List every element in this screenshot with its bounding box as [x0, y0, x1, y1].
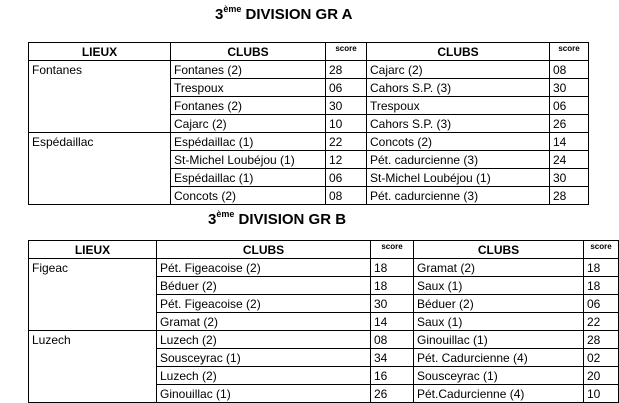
- club-cell: Pét. Cadurcienne (4): [414, 349, 584, 367]
- score-cell: 24: [550, 151, 589, 169]
- score-cell: 22: [326, 133, 367, 151]
- club-cell: Luzech (2): [157, 331, 371, 349]
- club-cell: Gramat (2): [414, 259, 584, 277]
- club-cell: Sousceyrac (1): [414, 367, 584, 385]
- club-cell: Béduer (2): [414, 295, 584, 313]
- score-cell: 30: [550, 169, 589, 187]
- lieu-cell: [29, 313, 157, 331]
- score-cell: 18: [584, 259, 619, 277]
- club-cell: Concots (2): [171, 187, 326, 205]
- club-cell: Cajarc (2): [367, 61, 550, 79]
- title-text: DIVISION GR A: [241, 6, 353, 23]
- club-cell: Luzech (2): [157, 367, 371, 385]
- club-cell: Gramat (2): [157, 313, 371, 331]
- header-row: [29, 241, 619, 259]
- table-row: [29, 349, 619, 367]
- lieu-cell: Espédaillac: [29, 133, 171, 151]
- club-cell: St-Michel Loubéjou (1): [367, 169, 550, 187]
- score-cell: 08: [371, 331, 414, 349]
- table-row: [29, 61, 589, 79]
- club-cell: Saux (1): [414, 277, 584, 295]
- club-cell: Concots (2): [367, 133, 550, 151]
- header-lieux: LIEUX: [29, 43, 171, 61]
- table-row: [29, 187, 589, 205]
- club-cell: Cahors S.P. (3): [367, 115, 550, 133]
- header-score: score: [584, 241, 619, 259]
- club-cell: Cajarc (2): [171, 115, 326, 133]
- score-cell: 12: [326, 151, 367, 169]
- lieu-cell: Fontanes: [29, 61, 171, 79]
- score-cell: 26: [550, 115, 589, 133]
- score-cell: 06: [326, 169, 367, 187]
- division-a-title: [215, 6, 352, 23]
- header-lieux: LIEUX: [29, 241, 157, 259]
- division-b-rows: [29, 259, 619, 403]
- table-row: [29, 313, 619, 331]
- header-clubs: CLUBS: [414, 241, 584, 259]
- score-cell: 30: [371, 295, 414, 313]
- score-cell: 08: [550, 61, 589, 79]
- club-cell: Trespoux: [367, 97, 550, 115]
- score-cell: 28: [550, 187, 589, 205]
- table-row: [29, 97, 589, 115]
- table-row: [29, 367, 619, 385]
- title-prefix: 3: [215, 6, 224, 23]
- table-row: [29, 115, 589, 133]
- score-cell: 14: [550, 133, 589, 151]
- score-cell: 30: [550, 79, 589, 97]
- score-cell: 10: [326, 115, 367, 133]
- division-b-title: [208, 211, 346, 228]
- table-row: [29, 151, 589, 169]
- score-cell: 10: [584, 385, 619, 403]
- score-cell: 16: [371, 367, 414, 385]
- header-clubs: CLUBS: [157, 241, 371, 259]
- score-cell: 18: [371, 259, 414, 277]
- header-score: score: [550, 43, 589, 61]
- score-cell: 02: [584, 349, 619, 367]
- title-superscript: ème: [216, 209, 235, 219]
- club-cell: Ginouillac (1): [157, 385, 371, 403]
- header-clubs: CLUBS: [367, 43, 550, 61]
- club-cell: Pét. cadurcienne (3): [367, 187, 550, 205]
- club-cell: Trespoux: [171, 79, 326, 97]
- lieu-cell: Luzech: [29, 331, 157, 349]
- table-row: [29, 169, 589, 187]
- lieu-cell: Figeac: [29, 259, 157, 277]
- lieu-cell: [29, 169, 171, 187]
- club-cell: Espédaillac (1): [171, 169, 326, 187]
- title-superscript: ème: [223, 4, 242, 14]
- score-cell: 08: [326, 187, 367, 205]
- table-row: [29, 133, 589, 151]
- division-a-rows: [29, 61, 589, 205]
- lieu-cell: [29, 367, 157, 385]
- title-text: DIVISION GR B: [234, 211, 347, 228]
- table-row: [29, 385, 619, 403]
- division-b-table: [28, 240, 619, 403]
- lieu-cell: [29, 277, 157, 295]
- table-row: [29, 259, 619, 277]
- club-cell: Béduer (2): [157, 277, 371, 295]
- score-cell: 06: [550, 97, 589, 115]
- score-cell: 34: [371, 349, 414, 367]
- score-cell: 26: [371, 385, 414, 403]
- header-row: [29, 43, 589, 61]
- score-cell: 28: [584, 331, 619, 349]
- header-score: score: [326, 43, 367, 61]
- score-cell: 14: [371, 313, 414, 331]
- table-row: [29, 331, 619, 349]
- score-cell: 18: [584, 277, 619, 295]
- score-cell: 22: [584, 313, 619, 331]
- lieu-cell: [29, 115, 171, 133]
- table-row: [29, 79, 589, 97]
- club-cell: Cahors S.P. (3): [367, 79, 550, 97]
- club-cell: Sousceyrac (1): [157, 349, 371, 367]
- club-cell: Ginouillac (1): [414, 331, 584, 349]
- lieu-cell: [29, 151, 171, 169]
- club-cell: Pét.Cadurcienne (4): [414, 385, 584, 403]
- header-clubs: CLUBS: [171, 43, 326, 61]
- club-cell: St-Michel Loubéjou (1): [171, 151, 326, 169]
- lieu-cell: [29, 187, 171, 205]
- club-cell: Pét. cadurcienne (3): [367, 151, 550, 169]
- score-cell: 20: [584, 367, 619, 385]
- club-cell: Fontanes (2): [171, 61, 326, 79]
- score-cell: 06: [326, 79, 367, 97]
- score-cell: 18: [371, 277, 414, 295]
- score-cell: 28: [326, 61, 367, 79]
- table-row: [29, 277, 619, 295]
- lieu-cell: [29, 385, 157, 403]
- title-prefix: 3: [208, 211, 217, 228]
- club-cell: Espédaillac (1): [171, 133, 326, 151]
- lieu-cell: [29, 97, 171, 115]
- club-cell: Fontanes (2): [171, 97, 326, 115]
- lieu-cell: [29, 79, 171, 97]
- club-cell: Saux (1): [414, 313, 584, 331]
- header-score: score: [371, 241, 414, 259]
- score-cell: 30: [326, 97, 367, 115]
- score-cell: 06: [584, 295, 619, 313]
- table-row: [29, 295, 619, 313]
- division-a-table: [28, 42, 589, 205]
- lieu-cell: [29, 295, 157, 313]
- club-cell: Pét. Figeacoise (2): [157, 259, 371, 277]
- lieu-cell: [29, 349, 157, 367]
- club-cell: Pét. Figeacoise (2): [157, 295, 371, 313]
